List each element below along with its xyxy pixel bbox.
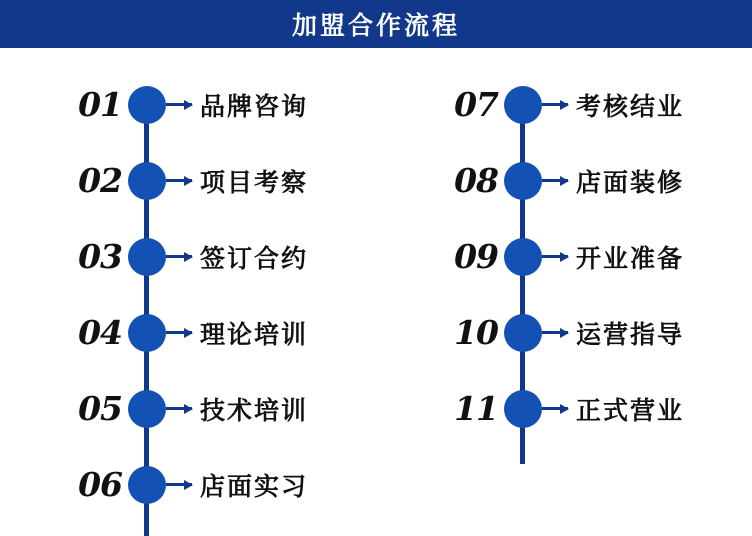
arrow-icon bbox=[166, 407, 192, 410]
arrow-icon bbox=[166, 483, 192, 486]
flow-step-number: 07 bbox=[454, 85, 498, 124]
flow-step-dot-icon bbox=[128, 162, 166, 200]
flow-step-label: 开业准备 bbox=[576, 243, 685, 273]
flow-step-dot-icon bbox=[128, 466, 166, 504]
arrow-icon bbox=[166, 255, 192, 258]
flow-column-right bbox=[376, 48, 752, 527]
flow-column-left bbox=[0, 48, 376, 527]
flow-step-number: 01 bbox=[78, 85, 122, 124]
flow-step-number: 09 bbox=[454, 237, 498, 276]
flow-step-number: 05 bbox=[78, 389, 122, 428]
flow-step-10[interactable] bbox=[376, 296, 752, 369]
arrow-icon bbox=[166, 103, 192, 106]
flow-step-label: 品牌咨询 bbox=[200, 91, 309, 121]
flow-step-dot-icon bbox=[504, 238, 542, 276]
flow-step-06[interactable] bbox=[0, 448, 376, 521]
flow-step-dot-icon bbox=[128, 390, 166, 428]
flow-step-04[interactable] bbox=[0, 296, 376, 369]
flow-step-number: 04 bbox=[78, 313, 122, 352]
arrow-icon bbox=[542, 103, 568, 106]
page-title: 加盟合作流程 bbox=[291, 11, 460, 40]
flow-step-dot-icon bbox=[128, 314, 166, 352]
flow-step-label: 理论培训 bbox=[200, 319, 309, 349]
flow-step-number: 10 bbox=[454, 313, 498, 352]
arrow-icon bbox=[542, 331, 568, 334]
flow-step-number: 11 bbox=[454, 389, 498, 428]
arrow-icon bbox=[166, 331, 192, 334]
flow-step-label: 考核结业 bbox=[576, 91, 685, 121]
flow-step-05[interactable] bbox=[0, 372, 376, 445]
flow-step-label: 正式营业 bbox=[576, 395, 685, 425]
flow-step-09[interactable] bbox=[376, 220, 752, 293]
header-bar bbox=[0, 0, 752, 48]
flow-step-number: 02 bbox=[78, 161, 122, 200]
arrow-icon bbox=[542, 255, 568, 258]
flow-step-03[interactable] bbox=[0, 220, 376, 293]
flow-step-label: 店面实习 bbox=[200, 471, 309, 501]
flow-step-number: 08 bbox=[454, 161, 498, 200]
flow-step-07[interactable] bbox=[376, 68, 752, 141]
flow-step-dot-icon bbox=[504, 86, 542, 124]
flow-step-dot-icon bbox=[128, 86, 166, 124]
flow-step-11[interactable] bbox=[376, 372, 752, 445]
flow-step-label: 技术培训 bbox=[200, 395, 309, 425]
flow-step-dot-icon bbox=[504, 390, 542, 428]
arrow-icon bbox=[166, 179, 192, 182]
arrow-icon bbox=[542, 179, 568, 182]
flow-step-02[interactable] bbox=[0, 144, 376, 217]
flow-step-08[interactable] bbox=[376, 144, 752, 217]
flow-step-dot-icon bbox=[504, 314, 542, 352]
flow-step-number: 06 bbox=[78, 465, 122, 504]
flow-columns bbox=[0, 48, 752, 527]
flow-step-label: 项目考察 bbox=[200, 167, 309, 197]
flow-step-01[interactable] bbox=[0, 68, 376, 141]
flow-step-dot-icon bbox=[128, 238, 166, 276]
flow-step-dot-icon bbox=[504, 162, 542, 200]
arrow-icon bbox=[542, 407, 568, 410]
flow-step-label: 运营指导 bbox=[576, 319, 685, 349]
flow-step-number: 03 bbox=[78, 237, 122, 276]
flow-step-label: 签订合约 bbox=[200, 243, 309, 273]
flow-step-label: 店面装修 bbox=[576, 167, 685, 197]
